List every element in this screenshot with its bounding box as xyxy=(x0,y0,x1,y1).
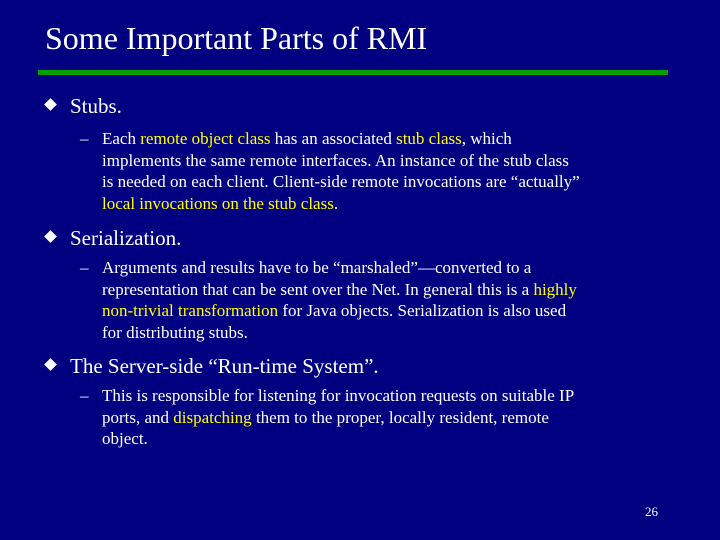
highlighted-term: dispatching xyxy=(173,407,252,427)
page-number: 26 xyxy=(645,504,658,519)
text-segment: , which xyxy=(461,129,512,148)
text-segment: object. xyxy=(102,429,148,448)
text-line xyxy=(102,171,580,193)
highlighted-term: highly xyxy=(533,279,577,299)
text-line xyxy=(102,300,577,322)
text-segment: is needed on each client. Client-side remote invocations are “actually” xyxy=(102,172,580,191)
dash-marker: – xyxy=(80,386,89,405)
text-segment: for distributing stubs. xyxy=(102,322,248,342)
bullet-item-runtime-system xyxy=(45,353,379,379)
text-segment: ports, and xyxy=(102,407,174,427)
text-segment: . xyxy=(333,193,339,213)
diamond-bullet-icon xyxy=(45,99,58,112)
text-segment: Each xyxy=(102,129,141,148)
sub-bullet-text xyxy=(102,385,574,450)
text-segment: them to the proper, locally resident, remote xyxy=(251,407,549,427)
dash-marker: – xyxy=(80,258,89,277)
text-line xyxy=(102,279,577,301)
bullet-heading: Stubs. xyxy=(70,94,122,118)
highlighted-term: remote object class xyxy=(140,129,271,148)
bullet-item-stubs xyxy=(45,93,122,119)
text-line xyxy=(102,128,580,150)
diamond-bullet-icon xyxy=(45,231,58,244)
sub-bullet-text xyxy=(102,128,580,214)
sub-bullet-serialization xyxy=(80,257,680,343)
sub-bullet-text xyxy=(102,257,577,343)
diamond-bullet-icon xyxy=(45,359,58,372)
text-segment: representation that can be sent over the Net. In general this is a xyxy=(102,279,534,299)
sub-bullet-runtime-system xyxy=(80,385,680,450)
text-segment: Arguments and results have to be “marshaled”—converted to a xyxy=(102,258,532,277)
text-line xyxy=(102,428,574,450)
text-line xyxy=(102,322,577,344)
bullet-heading: The Server-side “Run-time System”. xyxy=(70,354,379,378)
bullet-item-serialization xyxy=(45,225,181,251)
text-line xyxy=(102,407,574,429)
text-line xyxy=(102,257,577,279)
text-line xyxy=(102,385,574,407)
bullet-heading: Serialization. xyxy=(70,226,182,250)
text-line xyxy=(102,150,580,172)
text-segment: for Java objects. Serialization is also used xyxy=(278,301,567,320)
text-line xyxy=(102,193,580,215)
text-segment: implements the same remote interfaces. An instance of the stub class xyxy=(102,150,569,170)
dash-marker: – xyxy=(80,129,89,148)
sub-bullet-stubs xyxy=(80,128,680,214)
highlighted-term: local invocations on the stub class xyxy=(102,193,334,213)
text-segment: This is responsible for listening for invocation requests on suitable IP xyxy=(102,386,575,405)
slide-title: Some Important Parts of RMI xyxy=(45,20,428,56)
text-segment: has an associated xyxy=(270,129,397,148)
highlighted-term: non-trivial transformation xyxy=(102,301,279,320)
highlighted-term: stub class xyxy=(396,129,462,148)
title-divider xyxy=(38,70,668,75)
